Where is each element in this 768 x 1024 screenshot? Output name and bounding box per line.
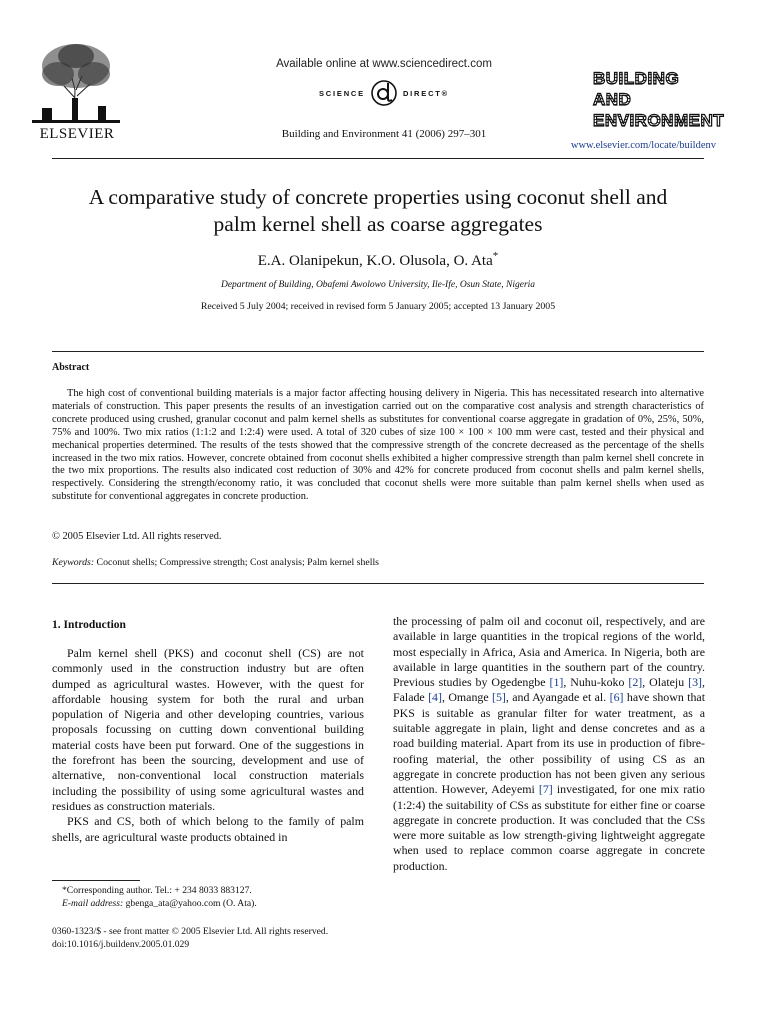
authors [52,250,704,270]
abstract-body: The high cost of conventional building materials is a major factor affecting housing delivery in Nigeria. This has necessitated research into alternative materials of construction. This paper presents the results of an investigation carried out on the comparative cost analysis and strength characteristics of concrete produced using crushed, granular coconut and palm kernel shells as substitutes for conventional coarse aggregate in gradation of 0%, 25%, 50%, 75% and 100%. Two mix ratios (1:1:2 and 1:2:4) were used. A total of 320 cubes of size 100 × 100 × 100 mm were cast, tested and their physical and mechanical properties determined. The results of the tests showed that the compressive strength of the concrete decreased as the percentage of the shells increased in the two mix ratios. However, concrete obtained from coconut shells exhibited a higher compressive strength than palm kernel shell concrete in the two mix proportions. The results also indicated cost reduction of 30% and 42% for concrete produced from coconut shells and palm kernel shells, respectively. Considering the strength/economy ratio, it was concluded that coconut shells were more suitable than palm kernel shells when used as substitute for conventional aggregates in concrete production. [52,388,704,503]
keywords [52,557,379,568]
received-dates: Received 5 July 2004; received in revised form 5 January 2005; accepted 13 January 2005 [200,301,556,312]
sciencedirect-at-icon [369,79,399,107]
footnote [52,884,364,910]
keywords-list: Coconut shells; Compressive strength; Cost analysis; Palm kernel shells [94,557,379,568]
abstract-top-divider [52,351,704,352]
citation-6[interactable]: [6] [609,690,624,705]
journal-website-link[interactable]: www.elsevier.com/locate/buildenv [570,140,716,151]
email-address[interactable]: gbenga_ata@yahoo.com (O. Ata). [123,898,257,909]
publisher-name: ELSEVIER [39,126,115,142]
title-line2: palm kernel shell as coarse aggregates [213,212,543,236]
sciencedirect-logo [200,79,568,107]
left-column [52,646,364,845]
affiliation: Department of Building, Obafemi Awolowo University, Ile-Ife, Osun State, Nigeria [220,280,536,290]
right-text-b: , Nuhu-koko [563,675,629,690]
corresponding-author-mark[interactable]: * [492,250,499,262]
keywords-label: Keywords: [52,557,95,568]
right-text-c: , Olateju [642,675,689,690]
right-text-d: , Falade [393,675,705,705]
sciencedirect-left-word: SCIENCE [319,88,365,98]
left-paragraph-2: PKS and CS, both of which belong to the family of palm shells, are agricultural waste products obtained in [52,814,364,844]
email-note [52,897,364,910]
header-divider [52,158,704,159]
citation-3[interactable]: [3] [688,675,703,690]
left-paragraph-1: Palm kernel shell (PKS) and coconut shell (CS) are not commonly used in the construction industry but are often dumped as agricultural wastes. However, with the quest for affordable housing system for both the rural and urban population of Nigeria and other developing countries, various proposals focussing on cutting down conventional building material costs have been put forward. One of the suggestions in the forefront has been the sourcing, development and use of alternative, non-conventional local construction materials including the possibility of using some agricultural wastes and residues as construction materials. [52,646,364,813]
sciencedirect-right-word: DIRECT® [402,88,449,98]
right-column [393,614,705,874]
front-matter [52,925,392,951]
front-matter-issn: 0360-1323/$ - see front matter © 2005 Elsevier Ltd. All rights reserved. [52,926,329,937]
right-text-e: , Omange [441,690,493,705]
section-heading-introduction: 1. Introduction [52,619,126,631]
right-text-g: have shown that PKS is suitable as granular filter for water treatment, as a suitable aggregate in plain, light and dense concretes and as a road building material. Apart from its use in production of fibre-roofing material, the other possibility of using CS as an aggregate in concrete production has not been given any serious attention. However, Adeyemi [393,690,705,797]
footnote-divider [52,880,140,881]
abstract-copyright: © 2005 Elsevier Ltd. All rights reserved. [52,531,222,542]
elsevier-logo [22,38,132,142]
right-paragraph-1 [393,614,705,874]
title-line1: A comparative study of concrete properties using coconut shell and [88,185,668,209]
citation-5[interactable]: [5] [492,690,506,705]
journal-logo-line2: ENVIRONMENT [593,111,725,130]
citation-1[interactable]: [1] [549,675,564,690]
email-label: E-mail address: [62,898,124,909]
citation-7[interactable]: [7] [538,782,553,797]
elsevier-tree-icon [28,38,124,124]
right-text-h: investigated, for one mix ratio (1:2:4) the suitability of CSs as substitute for either fine or coarse aggregate in concrete production. It was concluded that the CSs were more suitable as low strength-giving lightweight aggregate when used to replace common coarse aggregate in concrete production. [393,782,705,873]
right-text-f: , and Ayangade et al. [505,690,610,705]
available-online-text: Available online at www.sciencedirect.com [276,58,492,70]
abstract-bottom-divider [52,583,704,584]
corresponding-author-note: *Corresponding author. Tel.: + 234 8033 883127. [62,885,252,896]
journal-logo-line1: BUILDING AND [593,68,703,110]
citation-2[interactable]: [2] [628,675,643,690]
abstract-heading: Abstract [52,362,90,373]
right-text-a: the processing of palm oil and coconut oil, respectively, and are available in large quantities in the tropical regions of the world, most especially in Africa, Asia and America. In Nigeria, both are available in large quantities in the southern part of the country. Previous studies by Ogedengbe [393,614,705,690]
journal-reference: Building and Environment 41 (2006) 297–301 [281,128,487,140]
front-matter-doi[interactable]: doi:10.1016/j.buildenv.2005.01.029 [52,939,190,950]
author-names: E.A. Olanipekun, K.O. Olusola, O. Ata [257,253,493,269]
citation-4[interactable]: [4] [428,690,442,705]
journal-logo [593,68,725,130]
article-title [52,184,704,238]
